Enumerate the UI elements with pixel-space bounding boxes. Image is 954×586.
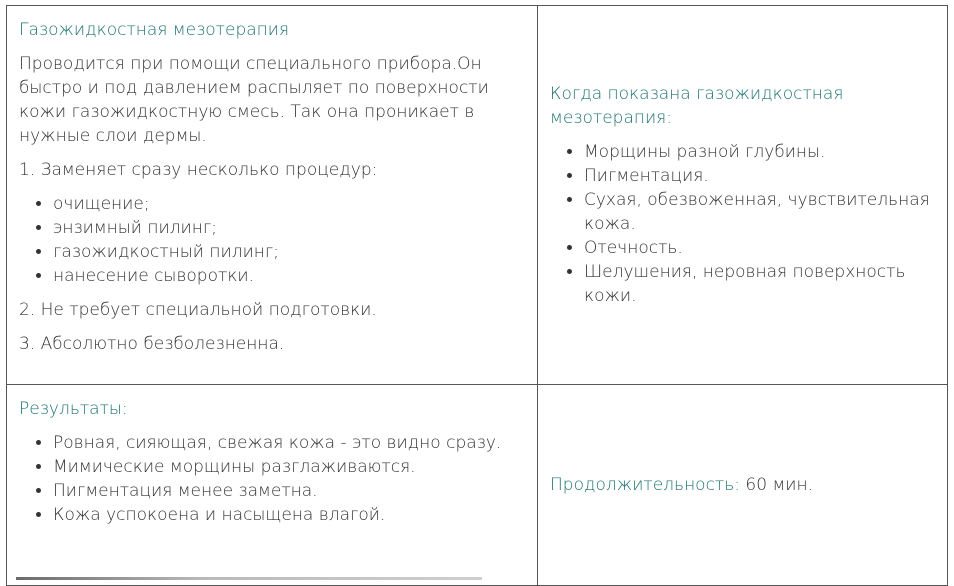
list-item: • Отечность.: [584, 236, 935, 260]
results-title: Результаты:: [19, 399, 128, 419]
method-intro: Проводится при помощи специального прибора.Он быстро и под давлением распыляет по поверхности кожи газожидкостную смесь. Так она проникает в нужные слои дермы.: [19, 54, 489, 146]
table-row: [7, 6, 948, 385]
indications-cell: [538, 6, 948, 385]
results-list: [19, 431, 525, 527]
procedures-list: [19, 192, 525, 288]
table-row: [7, 385, 948, 586]
list-item: • Ровная, сияющая, свежая кожа - это видно сразу.: [53, 431, 525, 455]
duration-cell: [538, 385, 948, 586]
list-item: • газожидкостный пилинг;: [53, 240, 525, 264]
list-item: • Кожа успокоена и насыщена влагой.: [53, 503, 525, 527]
method-title: Газожидкостная мезотерапия: [19, 20, 290, 40]
list-item: • Морщины разной глубины.: [584, 140, 935, 164]
info-table: [6, 5, 948, 586]
list-item: • Мимические морщины разглаживаются.: [53, 455, 525, 479]
method-point-1: 1. Заменяет сразу несколько процедур:: [19, 160, 378, 180]
duration-label: Продолжительность:: [550, 475, 741, 495]
list-item: • Шелушения, неровная поверхность кожи.: [584, 260, 935, 308]
method-cell: [7, 6, 538, 385]
list-item: • энзимный пилинг;: [53, 216, 525, 240]
list-item: • Пигментация.: [584, 164, 935, 188]
list-item: • нанесение сыворотки.: [53, 264, 525, 288]
method-point-3: 3. Абсолютно безболезненна.: [19, 334, 285, 354]
list-item: • очищение;: [53, 192, 525, 216]
list-item: • Пигментация менее заметна.: [53, 479, 525, 503]
results-cell: [7, 385, 538, 586]
duration-value: 60 мин.: [740, 475, 813, 495]
indications-title: Когда показана газожидкостная мезотерапия:: [550, 84, 844, 128]
list-item: • Сухая, обезвоженная, чувствительная кожа.: [584, 188, 935, 236]
indications-list: [550, 140, 935, 308]
duration-line: [550, 473, 935, 497]
method-point-2: 2. Не требует специальной подготовки.: [19, 300, 377, 320]
